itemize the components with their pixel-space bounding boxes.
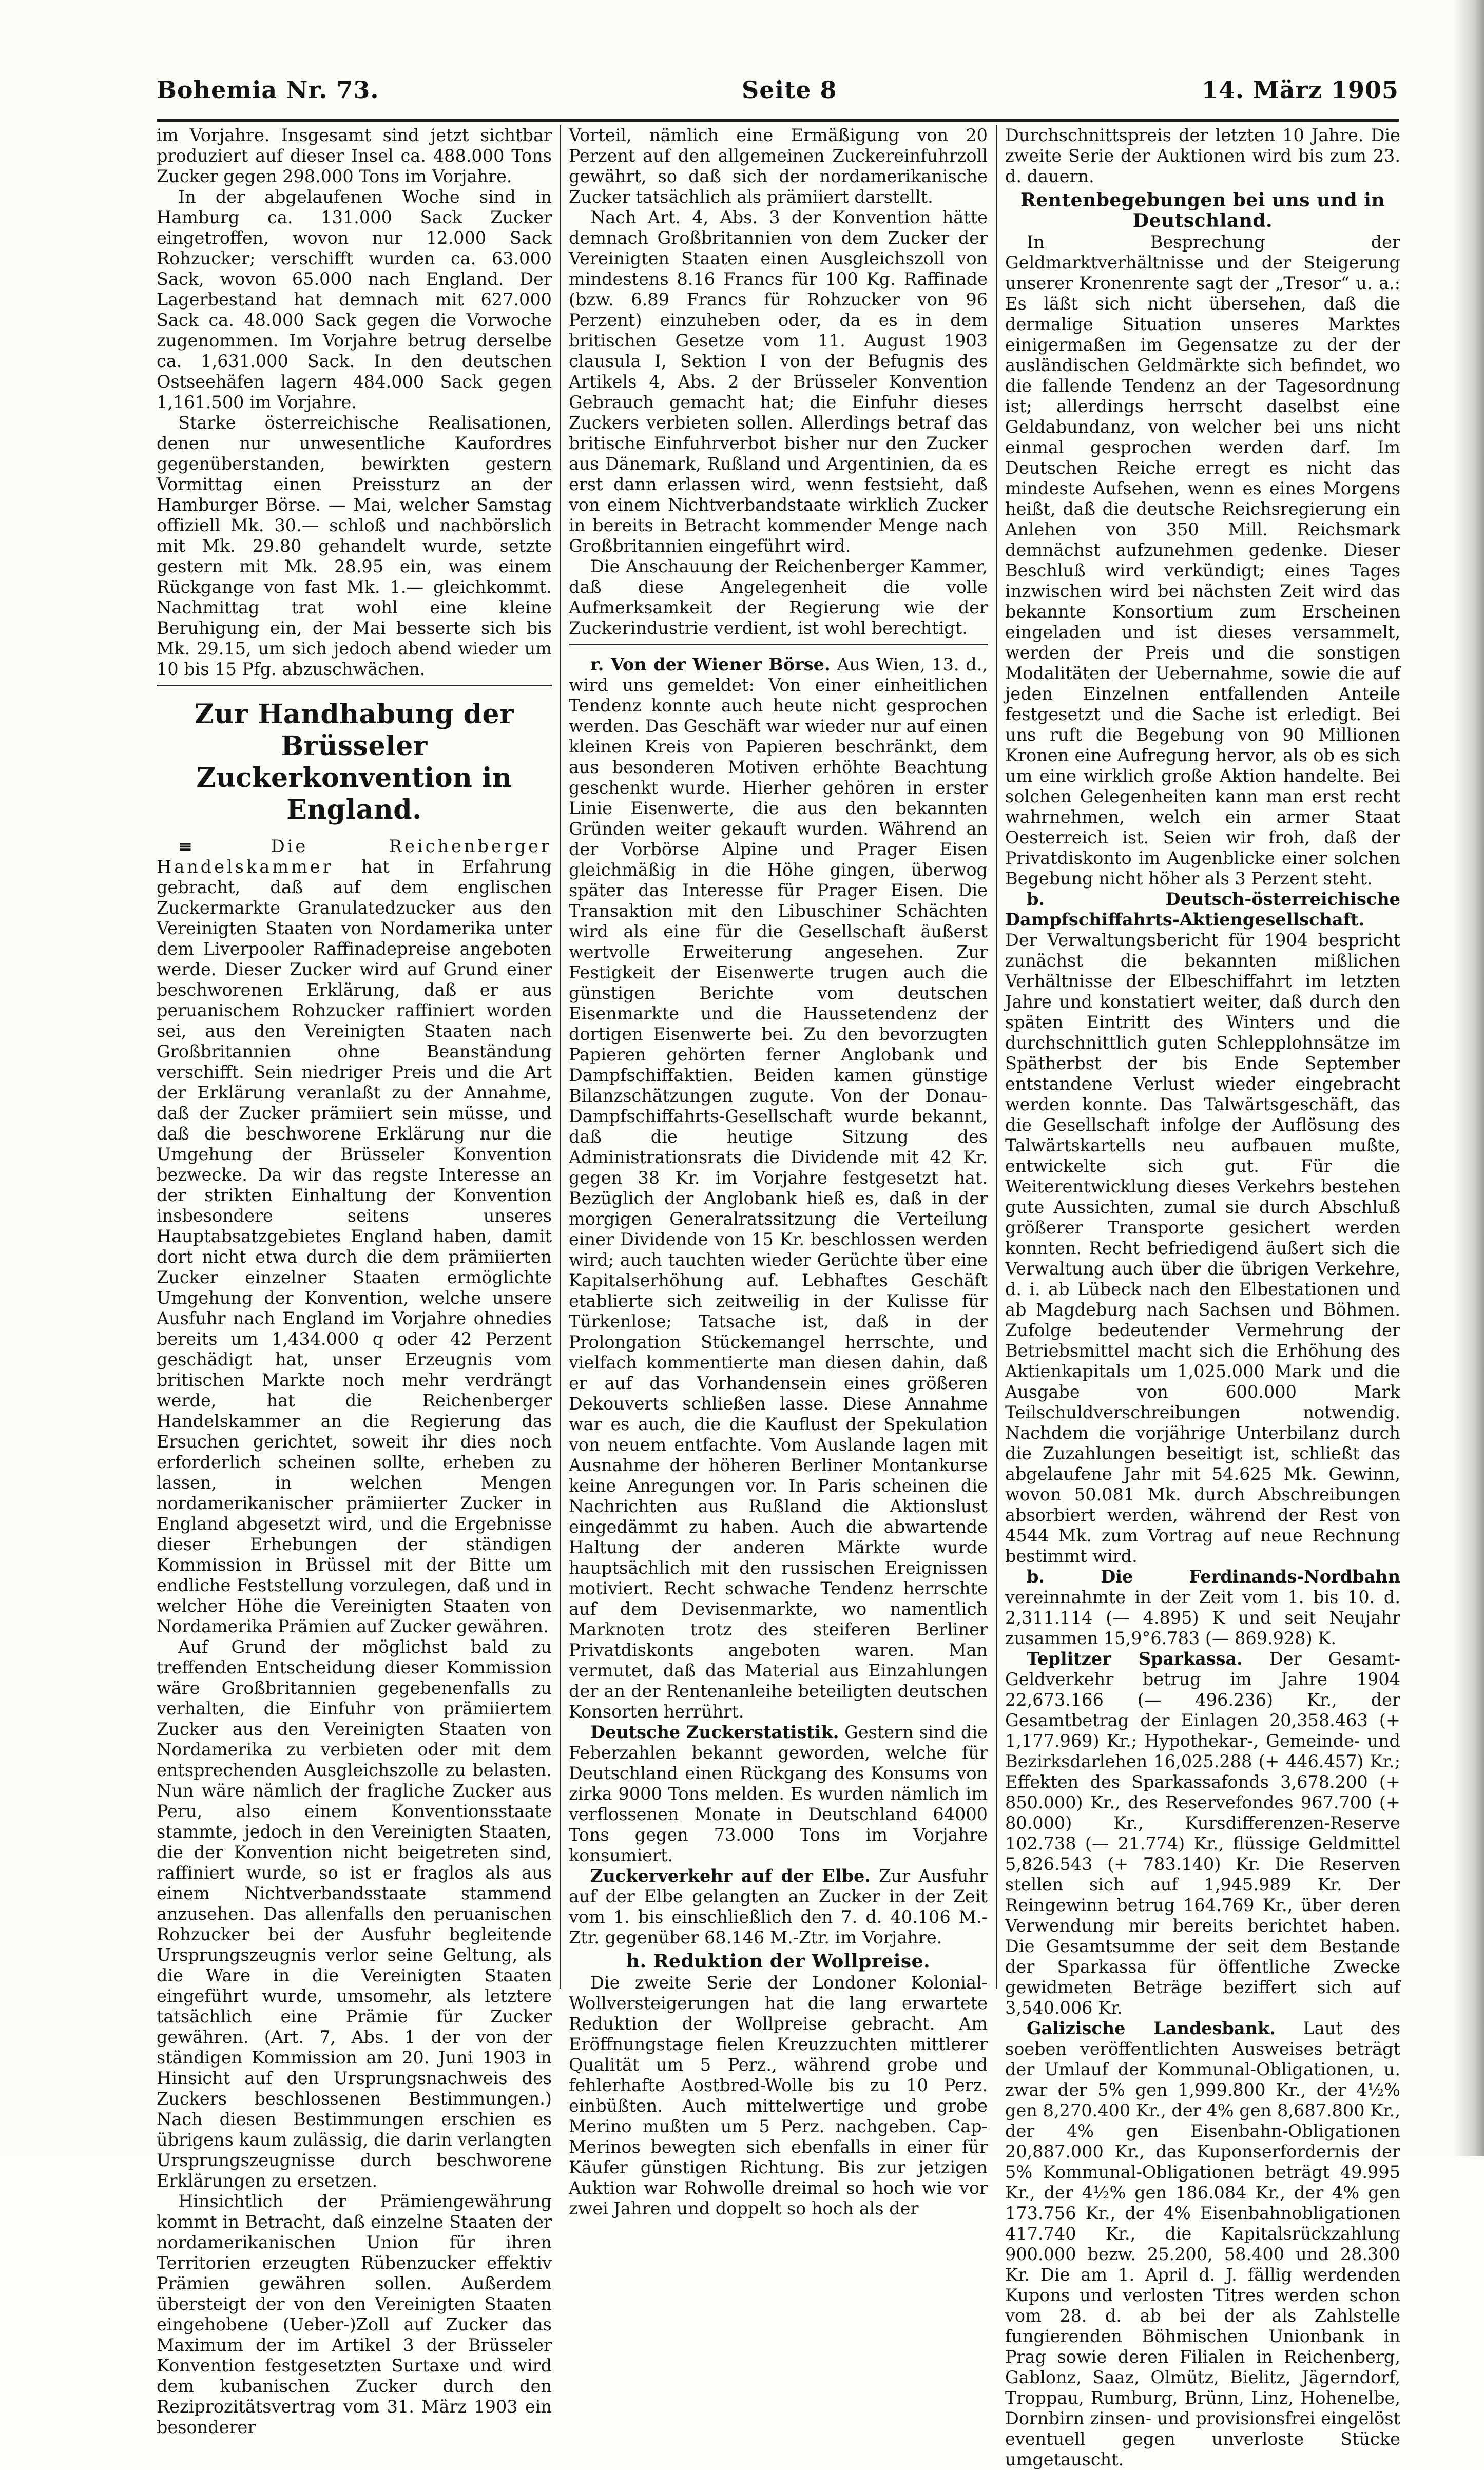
article-paragraph: Gestern sind die Feberzahlen bekannt geworden, welche für Deutschland einen Rückgang des Konsums von zirka 9000 Tons melden. Es wurden nämlich im verflossenen Monate in Deutschland 64000 Tons gegen 73.000 Tons im Vorjahre konsumiert. <box>569 1722 988 1865</box>
article-lead: b. Die Ferdinands-Nordbahn <box>1027 1567 1400 1587</box>
article-lead: r. Von der Wiener Börse. <box>590 654 831 674</box>
article-lead: Die Reichenberger Handelskammer <box>157 836 552 877</box>
article-lead: Teplitzer Sparkassa. <box>1027 1649 1243 1669</box>
column-2 <box>569 125 988 2218</box>
article-paragraph: In der abgelaufenen Woche sind in Hamburg ca. 131.000 Sack Zucker eingetroffen, wovon nur 12.000 Sack Rohzucker; verschifft wurden ca. 63.000 Sack, wovon 65.000 nach England. Der Lagerbestand hat demnach mit 627.000 Sack ca. 48.000 Sack gegen die Vorwoche zugenommen. Im Vorjahre betrug derselbe ca. 1,631.000 Sack. In den deutschen Ostseehäfen lagern 484.000 Sack gegen 1,161.500 im Vorjahre. <box>157 187 552 412</box>
article-heading: h. Reduktion der Wollpreise. <box>626 1951 931 1972</box>
column-divider <box>996 125 997 1989</box>
column-3 <box>1005 125 1400 2469</box>
article-lead: Deutsche Zuckerstatistik. <box>590 1722 839 1742</box>
column-1 <box>157 125 552 2437</box>
article-paragraph: Starke österreichische Realisationen, denen nur unwesentliche Kaufordres gegenüberstanden, bewirkten gestern Vormittag einen Preissturz an der Hamburger Börse. — Mai, welcher Samstag offiziell Mk. 30.— schloß und nachbörslich mit Mk. 29.80 gehandelt wurde, setzte gestern mit Mk. 28.95 ein, was einem Rückgange von fast Mk. 1.— gleichkommt. Nachmittag trat wohl eine kleine Beruhigung ein, der Mai besserte sich bis Mk. 29.15, um sich jedoch abend wieder um 10 bis 15 Pfg. abzuschwächen. <box>157 413 552 679</box>
article-paragraph: Nach Art. 4, Abs. 3 der Konvention hätte demnach Großbritannien von dem Zucker der Vereinigten Staaten einen Ausgleichszoll von mindestens 8.16 Francs für 100 Kg. Raffinade (bzw. 6.89 Francs für Rohzucker von 96 Perzent) einzuheben oder, da es in dem britischen Gesetze vom 11. August 1903 clausula I, Sektion I von der Befugnis des Artikels 4, Abs. 2 der Brüsseler Konvention Gebrauch gemacht hat; die Einfuhr dieses Zuckers verbieten sollen. Allerdings betraf das britische Einfuhrverbot bisher nur den Zucker aus Dänemark, Rußland und Argentinien, da es erst dann erlassen wird, wenn festsieht, daß von einem Nichtverbandstaate wirklich Zucker in bereits in Betracht kommender Menge nach Großbritannien eingeführt wird. <box>569 207 988 556</box>
article-paragraph: Der Verwaltungsbericht für 1904 bespricht zunächst die bekannten mißlichen Verhältnisse der Elbeschiffahrt im letzten Jahre und konstatiert weiter, daß durch den späten Eintritt des Winters und die durchschnittlich guten Schlepplohnsätze im Spätherbst der bis Ende September entstandene Verlust wieder eingebracht werden konnte. Das Talwärtsgeschäft, das die Gesellschaft infolge der Auflösung des Talwärtskartells neu aufbauen mußte, entwickelte sich gut. Für die Weiterentwicklung dieses Verkehrs bestehen gute Aussichten, zumal sie durch Abschluß größerer Transporte gesichert werden konnten. Recht befriedigend äußert sich die Verwaltung auch über die übrigen Verkehre, d. i. ab Lübeck nach den Elbestationen und ab Magdeburg nach Sachsen und Böhmen. Zufolge bedeutender Vermehrung der Betriebsmittel macht sich die Erhöhung des Aktienkapitals um 1,025.000 Mark und die Ausgabe von 600.000 Mark Teilschuldverschreibungen notwendig. Nachdem die vorjährige Unterbilanz durch die Zuzahlungen beseitigt ist, schließt das abgelaufene Jahr mit 54.625 Mk. Gewinn, wovon 50.081 Mk. durch Abschreibungen absorbiert werden, während der Rest von 4544 Mk. zum Vortrag auf neue Rechnung bestimmt wird. <box>1005 930 1400 1566</box>
article-paragraph: Der Gesamt-Geldverkehr betrug im Jahre 1904 22,673.166 (— 496.236) Kr., der Gesamtbetrag der Einlagen 20,358.463 (+ 1,177.969) Kr.; Hypothekar-, Gemeinde- und Bezirksdarlehen 16,025.288 (+ 446.457) Kr.; Effekten des Sparkassafonds 3,678.200 (+ 850.000) Kr., des Reservefondes 967.700 (+ 80.000) Kr., Kursdifferenzen-Reserve 102.738 (— 21.774) Kr., flüssige Geldmittel 5,826.543 (+ 783.140) Kr. Die Reserven stellen sich auf 1,945.989 Kr. Der Reingewinn betrug 164.769 Kr., über deren Verwendung mir bereits berichtet haben. Die Gesamtsumme der seit dem Bestande der Sparkassa für öffentliche Zwecke gewidmeten Beträge beziffert sich auf 3,540.006 Kr. <box>1005 1649 1400 2018</box>
section-divider <box>157 685 552 686</box>
article-paragraph: Die Anschauung der Reichenberger Kammer, daß diese Angelegenheit die volle Aufmerksamkeit der Regierung wie der Zuckerindustrie verdient, ist wohl berechtigt. <box>569 556 988 638</box>
header-date: 14. März 1905 <box>1201 76 1399 104</box>
article-paragraph: Laut des soeben veröffentlichten Ausweises beträgt der Umlauf der Kommunal-Obligationen, u. zwar der 5% gen 1,999.800 Kr., der 4½% gen 8,270.400 Kr., der 4% gen 8,687.800 Kr., der 4% gen Eisenbahn-Obligationen 20,887.000 Kr., das Kuponserfordernis der 5% Kommunal-Obligationen beträgt 49.995 Kr., der 4½% gen 186.084 Kr., der 4% gen 173.756 Kr., der 4% Eisenbahnobligationen 417.740 Kr., die Kapitalsrückzahlung 900.000 bezw. 25.200, 58.400 und 28.300 Kr. Die am 1. April d. J. fällig werdenden Kupons und verlosten Titres werden schon vom 28. d. ab bei der als Zahlstelle fungierenden Böhmischen Unionbank in Prag sowie deren Filialen in Reichenberg, Gablonz, Saaz, Olmütz, Bielitz, Jägerndorf, Troppau, Rumburg, Brünn, Linz, Hohenelbe, Dornbirn zinsen- und provisionsfrei eingelöst eventuell gegen unverloste Stücke umgetauscht. <box>1005 2018 1400 2469</box>
article-paragraph: vereinnahmte in der Zeit vom 1. bis 10. d. 2,311.114 (— 4.895) K und seit Neujahr zusammen 15,9°6.783 (— 869.928) K. <box>1005 1587 1400 1648</box>
article-paragraph: hat in Erfahrung gebracht, daß auf dem englischen Zuckermarkte Granulatedzucker aus den Vereinigten Staaten von Nordamerika unter dem Liverpooler Raffinadepreise angeboten werde. Dieser Zucker wird auf Grund einer beschworenen Erklärung, daß er aus peruanischem Rohzucker raffiniert worden sei, aus den Vereinigten Staaten nach Großbritannien ohne Beanständung verschifft. Sein niedriger Preis und die Art der Erklärung veranlaßt zu der Annahme, daß der Zucker prämiiert sein müsse, und daß die beschworene Erklärung nur die Umgehung der Brüsseler Konvention bezwecke. Da wir das regste Interesse an der strikten Einhaltung der Konvention insbesondere seitens unseres Hauptabsatzgebietes England haben, damit dort nicht etwa durch die dem prämiierten Zucker einzelner Staaten ermöglichte Umgehung der Konvention, welche unsere Ausfuhr nach England im Vorjahre ohnedies bereits um 1,434.000 q oder 42 Perzent geschädigt hat, unser Erzeugnis vom britischen Markte noch mehr verdrängt werde, hat die Reichenberger Handelskammer an die Regierung das Ersuchen gerichtet, soweit ihr dies noch erforderlich scheinen sollte, erheben zu lassen, in welchen Mengen nordamerikanischer prämiierter Zucker in England abgesetzt wird, und die Ergebnisse dieser Erhebungen der ständigen Kommission in Brüssel mit der Bitte um endliche Feststellung vorzulegen, daß und in welcher Höhe die Vereinigten Staaten von Nordamerika Prämien auf Zucker gewähren. <box>157 857 552 1636</box>
article-paragraph: In Besprechung der Geldmarktverhältnisse und der Steigerung unserer Kronenrente sagt der „Tresor“ u. a.: Es läßt sich nicht übersehen, daß die dermalige Situation unseres Marktes einigermaßen im Gegensatze zu der der ausländischen Geldmärkte sich befindet, wo die fallende Tendenz an der Tagesordnung ist; allerdings herrscht daselbst eine Geldabundanz, von welcher bei uns nicht einmal gesprochen werden darf. Im Deutschen Reiche erregt es nicht das mindeste Aufsehen, wenn es eines Morgens heißt, daß die deutsche Reichsregierung ein Anlehen von 350 Mill. Reichsmark demnächst aufzunehmen gedenke. Dieser Beschluß wird verkündigt; eines Tages inzwischen wird bei nächsten Zeit wird das bekannte Konsortium zum Erscheinen eingeladen und ist dieses versammelt, werden der Preis und die sonstigen Modalitäten der Uebernahme, sowie die auf jeden Einzelnen entfallenden Anteile festgesetzt und die Sache ist erledigt. Bei uns ruft die Begebung von 90 Millionen Kronen eine Aufregung hervor, als ob es sich um eine wirklich große Aktion handelte. Bei solchen Gelegenheiten kann man erst recht wahrnehmen, welch ein armer Staat Oesterreich ist. Seien wir froh, daß der Privatdiskonto im Augenblicke einer solchen Begebung nicht höher als 3 Perzent steht. <box>1005 232 1400 889</box>
page-header <box>157 76 1399 112</box>
section-divider <box>569 644 988 645</box>
article-paragraph: Aus Wien, 13. d., wird uns gemeldet: Von einer einheitlichen Tendenz konnte auch heute nicht gesprochen werden. Das Geschäft war wieder nur auf einen kleinen Kreis von Papieren beschränkt, dem aus besonderen Motiven erhöhte Beachtung geschenkt wurde. Hierher gehören in erster Linie Eisenwerte, die aus den bekannten Gründen weiter gekauft wurden. Während an der Vorbörse Alpine und Prager Eisen gleichmäßig in die Höhe gingen, überwog später das Interesse für Prager Eisen. Die Transaktion mit den Libuschiner Schächten wird als eine für die Gesellschaft äußerst wertvolle Erweiterung angesehen. Zur Festigkeit der Eisenwerte trugen auch die günstigen Berichte vom deutschen Eisenmarkte und die Haussetendenz der dortigen Eisenwerte bei. Zu den bevorzugten Papieren gehörten ferner Anglobank und Dampfschiffaktien. Beiden kamen günstige Bilanzschätzungen zugute. Von der Donau-Dampfschiffahrts-Gesellschaft wurde bekannt, daß die heutige Sitzung des Administrationsrats die Dividende mit 42 Kr. gegen 38 Kr. im Vorjahre festgesetzt hat. Bezüglich der Anglobank hieß es, daß in der morgigen Generalratssitzung die Verteilung einer Dividende von 15 Kr. beschlossen werden wird; auch tauchten wieder Gerüchte über eine Kapitalserhöhung auf. Lebhaftes Geschäft etablierte sich zeitweilig in der Kulisse für Türkenlose; Tatsache ist, daß in der Prolongation Stückemangel herrschte, und vielfach kommentierte man diesen dahin, daß er auf das Vorhandensein eines größeren Dekouverts schließen lasse. Diese Annahme war es auch, die die Kauflust der Spekulation von neuem entfachte. Vom Auslande lagen mit Ausnahme der höheren Berliner Montankurse keine Anregungen vor. In Paris scheinen die Nachrichten aus Rußland die Aktionslust eingedämmt zu haben. Auch die abwartende Haltung der anderen Märkte wurde hauptsächlich mit den russischen Ereignissen motiviert. Recht schwache Tendenz herrschte auf dem Devisenmarkte, wo namentlich Marknoten trotz des steiferen Berliner Privatdiskonts angeboten waren. Man vermutet, daß das Material aus Einzahlungen der an der Rentenanleihe beteiligten deutschen Konsorten herrührt. <box>569 654 988 1722</box>
article-heading: Rentenbegebungen bei uns und in Deutschland. <box>1020 189 1385 231</box>
article-paragraph: Die zweite Serie der Londoner Kolonial-Wollversteigerungen hat die lang erwartete Reduktion der Wollpreise gebracht. Am Eröffnungstage fielen Kreuzzuchten mittlerer Qualität um 5 Perz., während grobe und fehlerhafte Aostbred-Wolle bis zu 10 Perz. einbüßten. Auch mittelwertige und grobe Merino mußten um 5 Perz. nachgeben. Cap-Merinos bewegten sich ebenfalls in einer für Käufer günstigen Richtung. Bis zur jetzigen Auktion war Rohwolle dreimal so hoch wie vor zwei Jahren und doppelt so hoch als der <box>569 1973 988 2218</box>
article-paragraph: im Vorjahre. Insgesamt sind jetzt sichtbar produziert auf dieser Insel ca. 488.000 Tons Zucker gegen 298.000 Tons im Vorjahre. <box>157 125 552 186</box>
article-paragraph: Vorteil, nämlich eine Ermäßigung von 20 Perzent auf den allgemeinen Zuckereinfuhrzoll gewährt, so daß sich der nordamerikanische Zucker tatsächlich als prämiiert darstellt. <box>569 125 988 207</box>
page-edge-shadow <box>1453 0 1484 2156</box>
header-publication: Bohemia Nr. 73. <box>157 76 379 104</box>
article-paragraph: Zur Ausfuhr auf der Elbe gelangten an Zucker in der Zeit vom 1. bis einschließlich den 7. d. 40.106 M.-Ztr. gegenüber 68.146 M.-Ztr. im Vorjahre. <box>569 1866 988 1947</box>
article-mark: ≡ <box>178 836 193 856</box>
article-paragraph: Hinsichtlich der Prämiengewährung kommt in Betracht, daß einzelne Staaten der nordamerikanischen Union für ihren Territorien erzeugten Rübenzucker effektiv Prämien gewähren sollen. Außerdem übersteigt der von den Vereinigten Staaten eingehobene (Ueber-)Zoll auf Zucker das Maximum der im Artikel 3 der Brüsseler Konvention festgesetzten Surtaxe und wird dem kubanischen Zucker durch den Reziprozitätsvertrag vom 31. März 1903 ein besonderer <box>157 2191 552 2437</box>
article-paragraph: Auf Grund der möglichst bald zu treffenden Entscheidung dieser Kommission wäre Großbritannien gegebenenfalls zu verhalten, die Einfuhr von prämiiertem Zucker aus den Vereinigten Staaten von Nordamerika zu verbieten oder mit dem entsprechenden Ausgleichszolle zu belasten. Nun wäre nämlich der fragliche Zucker aus Peru, also einem Konventionsstaate stammte, jedoch in den Vereinigten Staaten, die der Konvention nicht beigetreten sind, raffiniert wurde, so ist er fraglos als aus einem Nichtverbandsstaate stammend anzusehen. Das allenfalls den peruanischen Rohzucker bei der Ausfuhr begleitende Ursprungszeugnis verlor seine Geltung, als die Ware in die Vereinigten Staaten eingeführt wurde, umsomehr, als letztere tatsächlich eine Prämie für Zucker gewähren. (Art. 7, Abs. 1 der von der ständigen Kommission am 20. Juni 1903 in Hinsicht auf den Ursprungsnachweis des Zuckers beschlossenen Bestimmungen.) Nach diesen Bestimmungen erschien es übrigens kaum zulässig, die darin verlangten Ursprungszeugnisse durch beschworene Erklärungen zu ersetzen. <box>157 1637 552 2191</box>
article-lead: Zuckerverkehr auf der Elbe. <box>590 1866 871 1886</box>
article-lead: Galizische Landesbank. <box>1027 2018 1276 2038</box>
column-divider <box>560 125 561 1989</box>
article-paragraph: Durchschnittspreis der letzten 10 Jahre. Die zweite Serie der Auktionen wird bis zum 23. d. dauern. <box>1005 125 1400 186</box>
header-page-number: Seite 8 <box>742 76 837 104</box>
article-lead: b. Deutsch-österreichische Dampfschiffahrts-Aktiengesellschaft. <box>1005 889 1400 930</box>
header-rule <box>157 119 1399 122</box>
article-title: Zur Handhabung der Brüsseler Zuckerkonvention in England. <box>194 699 514 825</box>
